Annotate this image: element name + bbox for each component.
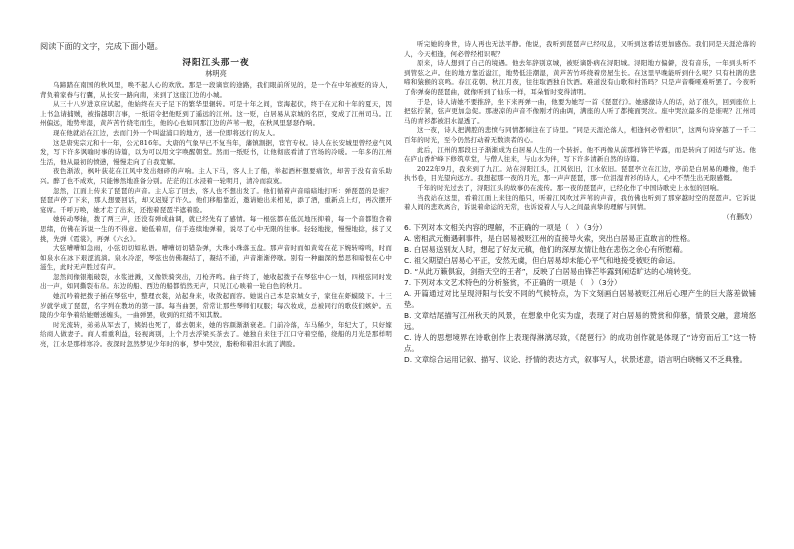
- article-paragraph: 夜色渐浓，枫叶荻花在江风中发出细碎的声响。主人下马，客人上了船，举起酒杯想要痛饮，却苦于没有音乐助兴。醉了也不成欢，只能惨然地准备分别。茫茫的江水浸着一轮明月，清冷而寂寞。: [40, 167, 392, 185]
- article-paragraph: 此后，江州的那段日子渐渐成为白居易人生的一个转折。他不再像从前那样锋芒毕露，而是转向了闲适与旷达。他在庐山香炉峰下修筑草堂，与僧人往来，与山水为伴，写下许多清新自然的诗篇。: [404, 145, 756, 164]
- article-paragraph: 听完她的身世，诗人再也无法平静。他说，我听到琵琶声已经叹息，又听到这番话更加感伤。我们同是天涯沦落的人，今天相逢，何必曾经相识呢？: [404, 40, 756, 58]
- article-paragraph: 于是，诗人请她不要推辞，坐下来再弹一曲，他要为她写一首《琵琶行》。她感激诗人的话，站了很久，回到座位上把弦拧紧，弦声更加急促。那凄凉的声音不像刚才的曲调，满座的人听了都掩面哭泣。座中哭泣最多的是谁呢？江州司马的青衫都被泪水湿透了。: [404, 97, 756, 125]
- article-paragraph: 乌蹄踏在南国的秋风里，唤不起人心的欢欣。那是一段谪宦的途路，我们眼前所见的，是一个在中年被贬的诗人，背负着家眷与行囊，从长安一路向南，来到了这座江边的小城。: [40, 81, 392, 99]
- article-right-column: [404, 40, 756, 365]
- article-paragraph: 她转动琴轴，拨了两三声，还没有弹成曲调，就已经先有了感情。每一根弦都在低沉地压抑着，每一个音都饱含着思绪，仿佛在诉说一生的不得意。她低着眉，信手连续地弹着，说尽了心中无限的往事。轻轻地拢，慢慢地捻，抹了又挑，先弹《霓裳》，再弹《六幺》。: [40, 215, 392, 243]
- article-paragraph: 2022年9月，我来到了九江。站在浔阳江头，江风依旧，江水依旧。琵琶亭立在江边，亭前是白居易的雕像，他手执书卷，目光望向远方。我想起那一夜的月光，那一声声琵琶，那一位泪湿青衫的诗人，心中不禁生出无限感慨。: [404, 164, 756, 183]
- article-paragraph: 这是唐宪宗元和十一年，公元816年。大唐的气象早已不复当年，藩镇割据，宦官专权。诗人在长安城里曾经意气风发，写下许多讽喻时事的诗篇，以为可以用文字唤醒朝堂。然而一纸贬书，让他彻底看清了官场的冷暖。一年多的江州生活，他从最初的愤懑，慢慢走向了自我宽解。: [40, 138, 392, 166]
- article-paragraph: 原来，诗人想到了自己的境遇。他去年辞别京城，被贬谪卧病在浔阳城。浔阳地方偏僻，没有音乐，一年到头听不到管弦之声。住的地方靠近湓江，地势低洼潮湿，黄芦苦竹环绕着房屋生长。在这里早晚能听到什么呢？只有杜鹃的悲啼和猿猴的哀鸣。春江花朝、秋江月夜，往往取酒独自饮酒。难道没有山歌和村笛吗？只是声音嘶哑难听罢了。今夜听了你弹奏的琵琶曲，就像听到了仙乐一样，耳朵暂时变得清明。: [404, 59, 756, 96]
- article-source-note: （有删改）: [723, 212, 756, 221]
- article-paragraph: 当我站在这里，看着江面上来往的船只，听着江风吹过芦苇的声音，我仿佛也听到了那穿越时空的琵琶声。它诉说着人间的悲欢离合，诉说着命运的无常，也诉说着人与人之间最真挚的理解与同情。: [404, 193, 756, 212]
- article-paragraph: 忽然，江面上传来了琵琶的声音。主人忘了回去，客人也不想出发了。他们循着声音暗暗地打听：弹琵琶的是谁？琵琶声停了下来，那人想要回话，却又迟疑了许久。他们移船靠近，邀请她出来相见，添了酒，重新点上灯，再次摆开宴席。千呼万唤，她才走了出来，还抱着琵琶半遮着脸。: [40, 186, 392, 214]
- article-paragraph: 千年的时光过去了，浔阳江头的故事仍在流传。那一夜的琵琶声，已经化作了中国诗歌史上永恒的回响。: [417, 183, 723, 192]
- answer-option: D. 文章综合运用记叙、描写、议论、抒情的表达方式，叙事写人，状景述意，语言明白晓畅又不乏典雅。: [404, 355, 747, 365]
- answer-option: B. 白居易送别友人时，想起了好友元稹，他们的深厚友情让他在悲伤之余心有所慰藉。: [404, 245, 688, 255]
- reading-instruction: 阅读下面的文字，完成下面小题。: [40, 41, 163, 51]
- article-paragraph: 现在他就站在江边，去而门外一个叫湓浦口的地方，送一位即将远行的友人。: [53, 128, 280, 137]
- question-stem: 6. 下列对本文相关内容的理解，不正确的一项是（ ）（3分）: [404, 223, 607, 233]
- answer-option: C. 诗人的思想境界在诗歌创作上表现得淋漓尽致，《琵琶行》的成功创作就是体现了“诗穷而后工”这一特点。: [404, 333, 756, 354]
- answer-option: A. 开篇通过对比呈现浔阳与长安不同的气候特点，为下文刻画白居易被贬江州后心理产生的巨大落差做铺垫。: [404, 289, 756, 310]
- article-paragraph: 时光流转，弟弟从军去了，姨妈也死了，暮去朝来，她的容颜渐渐衰老。门前冷落，车马稀少，年纪大了，只好嫁给商人做妻子。商人看重利益，轻视离别，上个月去浮梁买茶去了。她独自来往于江口守着空船，绕船的月光是那样明亮，江水是那样寒冷。夜深时忽然梦见少年时的事，梦中哭泣，脂粉和着泪水流了满脸。: [40, 320, 392, 349]
- article-paragraph: 大弦嘈嘈如急雨，小弦切切如私语。嘈嘈切切错杂弹，大珠小珠落玉盘。那声音时而如黄莺在花下婉转啼鸣，时而如泉水在冰下艰涩流淌。泉水冷涩，琴弦也仿佛凝结了，凝结不通，声音渐渐停歇。别有一种幽深的愁思和暗恨在心中滋生，此时无声胜过有声。: [40, 244, 392, 272]
- article-title: 浔阳江头那一夜: [182, 58, 250, 68]
- answer-option: B. 文章结尾描写江州秋天的风景，在想象中化实为虚，表现了对白居易的赞赏和仰慕，情景交融，意境悠远。: [404, 311, 756, 332]
- article-paragraph: 她沉吟着把拨子插在琴弦中，整理衣裳，站起身来，收敛起面容。她说自己本是京城女子，家住在虾蟆陵下。十三岁就学成了琵琶，名字列在教坊的第一部。每当曲罢，常常让那些琴师们叹服；每次妆成，总被同行的歌伎们嫉妒。五陵的少年争着给她赠送缠头，一曲弹罢，收到的红绡不知其数。: [40, 292, 392, 320]
- article-paragraph: 忽然间像银瓶破裂，水浆迸溅，又像铁骑突出，刀枪齐鸣。曲子终了，她收起拨子在琴弦中心一划，四根弦同时发出一声，如同撕裂布帛。东边的船、西边的船都悄然无声，只见江心映着一轮白色的秋月。: [40, 272, 392, 291]
- answer-option: C. 祖父期望白居易心平正，安然无虞，但白居易却未能心平气和地接受被贬的命运。: [404, 256, 680, 266]
- answer-option: D. “从此万籁俱寂，剑指天空的王者”，反映了白居易由锋芒毕露到闲适旷达的心境转变。: [404, 267, 696, 277]
- article-paragraph: 这一夜，诗人把满腔的悲愤与同情都倾注在了诗里。“同是天涯沦落人，相逢何必曾相识”，这两句诗穿越了一千二百年的时光，至今仍然打动着无数读者的心。: [404, 126, 756, 144]
- question-stem: 7. 下列对本文艺术特色的分析鉴赏，不正确的一项是（ ）（3分）: [404, 278, 622, 288]
- article-left-column: [40, 40, 392, 350]
- answer-option: A. 密相武元衡遇刺事件，是白居易被贬江州的直接导火索，突出白居易正直敢言的性格。: [404, 234, 695, 244]
- article-author: 林明亮: [205, 69, 227, 78]
- article-paragraph: 从三十八岁进京应试起，他始终在天子足下的繁华里辗转。可是十年之间，宦海起伏，终于在元和十年的夏天，因上书急请捕贼，被指越职言事，一纸诏令把他贬到了遥远的江州。这一贬，白居易从京城的名臣，变成了江州司马。江州偏远，地势卑湿，黄芦苦竹绕宅而生，他的心也如同那江边的芦苇一般，在秋风里瑟瑟作响。: [40, 100, 392, 128]
